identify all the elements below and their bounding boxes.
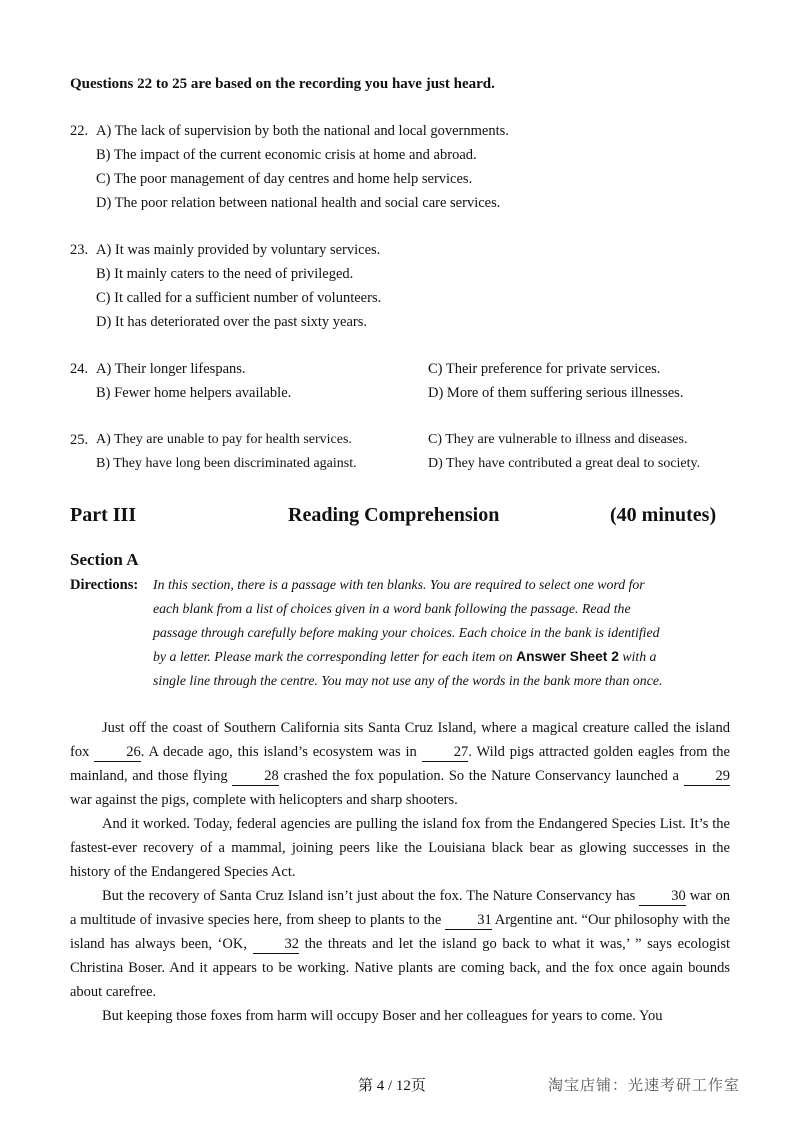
q23-option-d: D) It has deteriorated over the past sixty years. (96, 314, 367, 330)
q24-option-c: C) Their preference for private services. (428, 361, 661, 377)
passage-text: But the recovery of Santa Cruz Island isn’t just about the fox. The Nature Conservancy has (102, 888, 640, 904)
directions-line-1: In this section, there is a passage with ten blanks. You are required to select one word for (153, 577, 645, 592)
passage-text: . Wild pigs attracted golden eagles from the mainland, and those flying (70, 744, 730, 784)
directions-line-4-end: with a (618, 649, 657, 664)
question-24-number: 24. (70, 361, 89, 377)
passage-text: crashed the fox population. So the Nature Conservancy launched a (278, 768, 684, 784)
q25-option-c: C) They are vulnerable to illness and diseases. (428, 432, 688, 447)
blank-31: 31 (445, 911, 492, 930)
q25-option-b: B) They have long been discriminated against. (96, 456, 357, 471)
q25-option-a: A) They are unable to pay for health services. (96, 432, 352, 447)
passage-paragraph-2: And it worked. Today, federal agencies are pulling the island fox from the Endangered Species List. It’s the fastest-ever recovery of a mammal, joining peers like the Louisiana black bear as glowing successes in the history of the Endangered Species Act. (70, 816, 730, 880)
q23-option-b: B) It mainly caters to the need of privileged. (96, 266, 354, 282)
passage-paragraph-4: But keeping those foxes from harm will occupy Boser and her colleagues for years to come. You (102, 1008, 663, 1024)
passage-text: the threats and let the island go back to what it was,’ ” says ecologist Christina Boser. And it appears to be working. Native plants are coming back, and the fox once again bounds about carefree. (70, 936, 730, 1000)
q22-option-a: A) The lack of supervision by both the national and local governments. (96, 123, 509, 139)
blank-27: 27 (422, 743, 469, 762)
shop-watermark: 淘宝店铺：光速考研工作室 (548, 1076, 741, 1094)
q25-option-d: D) They have contributed a great deal to society. (428, 456, 701, 471)
blank-29: 29 (684, 767, 731, 786)
q22-option-d: D) The poor relation between national health and social care services. (96, 195, 501, 211)
q22-option-b: B) The impact of the current economic crisis at home and abroad. (96, 147, 477, 163)
passage-text: war against the pigs, complete with helicopters and sharp shooters. (70, 792, 458, 808)
q23-option-a: A) It was mainly provided by voluntary services. (96, 242, 381, 258)
part-label: Part III (70, 504, 137, 526)
q24-option-a: A) Their longer lifespans. (96, 361, 246, 377)
passage-paragraph-1 (70, 716, 730, 812)
q23-option-c: C) It called for a sufficient number of volunteers. (96, 290, 382, 306)
directions-line-4-start: by a letter. Please mark the corresponding letter for each item on (153, 649, 517, 664)
q24-option-b: B) Fewer home helpers available. (96, 385, 292, 401)
answer-sheet-label: Answer Sheet 2 (516, 649, 619, 664)
passage-paragraph-3 (70, 884, 730, 1004)
question-25-number: 25. (70, 432, 89, 448)
question-23-number: 23. (70, 242, 89, 258)
q22-option-c: C) The poor management of day centres and home help services. (96, 171, 473, 187)
section-a-heading: Section A (70, 550, 139, 569)
question-22-number: 22. (70, 123, 89, 139)
passage-text: Just off the coast of Southern California sits Santa Cruz Island, where a magical creature called the island fox (70, 720, 730, 760)
passage-text: war on a multitude of invasive species here, from sheep to plants to the (70, 888, 730, 928)
passage-text: . A decade ago, this island’s ecosystem was in (140, 744, 422, 760)
part-title: Reading Comprehension (288, 504, 500, 526)
blank-26: 26 (94, 743, 141, 762)
page-number: 第 4 / 12页 (358, 1078, 426, 1094)
directions-line-2: each blank from a list of choices given in a word bank following the passage. Read the (153, 601, 631, 616)
q24-option-d: D) More of them suffering serious illnesses. (428, 385, 684, 401)
blank-30: 30 (639, 887, 686, 906)
listening-header: Questions 22 to 25 are based on the recording you have just heard. (70, 76, 495, 92)
passage-text: Argentine ant. “Our philosophy with the island has always been, ‘OK, (70, 912, 731, 952)
directions-line-4 (153, 649, 656, 665)
blank-32: 32 (253, 935, 300, 954)
directions-label: Directions: (70, 577, 139, 593)
blank-28: 28 (232, 767, 279, 786)
directions-line-5: single line through the centre. You may not use any of the words in the bank more than once. (153, 673, 663, 688)
directions-line-3: passage through carefully before making your choices. Each choice in the bank is identified (153, 625, 660, 640)
part-time: (40 minutes) (610, 504, 717, 526)
